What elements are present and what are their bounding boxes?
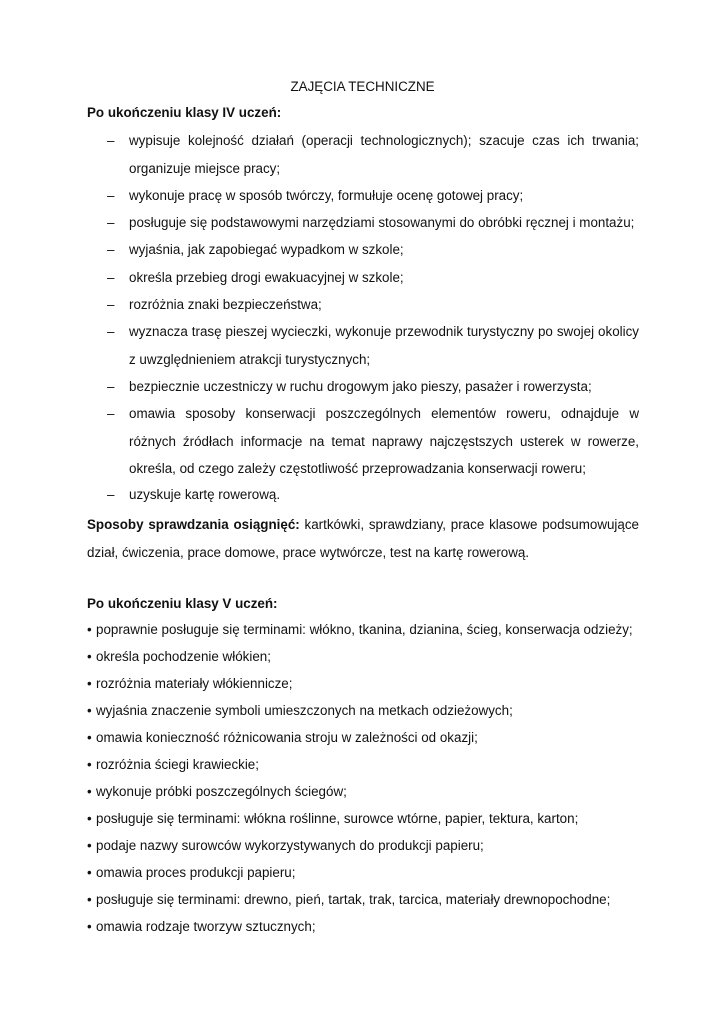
class-5-item-text: poprawnie posługuje się terminami: włókno, tkanina, dzianina, ścieg, konserwacja odzieży;: [96, 622, 633, 637]
class-5-item: [87, 646, 647, 673]
class-5-item-text: rozróżnia materiały włókiennicze;: [96, 676, 293, 691]
assessment-methods-label: Sposoby sprawdzania osiągnięć:: [87, 517, 300, 532]
bullet-marker: •: [87, 919, 92, 934]
dash-marker: –: [107, 215, 115, 230]
class-4-item-text: omawia sposoby konserwacji poszczególnych elementów roweru, odnajduje w różnych źródłach informacje na temat naprawy najczęstszych usterek w rowerze, określa, od czego zależy częstotliwość przeprowadzania konserwacji roweru;: [129, 406, 639, 476]
bullet-marker: •: [87, 838, 92, 853]
class-5-item-text: wykonuje próbki poszczególnych ściegów;: [96, 784, 347, 799]
class-5-heading: Po ukończeniu klasy V uczeń:: [87, 596, 278, 611]
class-4-item: [107, 373, 639, 401]
class-5-item: [87, 862, 647, 889]
class-4-item-text: wyznacza trasę pieszej wycieczki, wykonuje przewodnik turystyczny po swojej okolicy z uwzględnieniem atrakcji turystycznych;: [129, 324, 639, 367]
class-5-item: [87, 889, 647, 916]
assessment-methods-text: kartkówki, sprawdziany, prace klasowe podsumowujące dział, ćwiczenia, prace domowe, prace wytwórcze, test na kartę rowerową.: [87, 517, 640, 560]
dash-marker: –: [107, 242, 115, 257]
class-4-item: [107, 127, 639, 182]
bullet-marker: •: [87, 622, 92, 637]
class-4-item-text: posługuje się podstawowymi narzędziami stosowanymi do obróbki ręcznej i montażu;: [129, 215, 635, 230]
class-4-item-text: bezpiecznie uczestniczy w ruchu drogowym jako pieszy, pasażer i rowerzysta;: [129, 379, 592, 394]
class-5-item-text: omawia konieczność różnicowania stroju w zależności od okazji;: [96, 730, 478, 745]
class-4-item: [107, 264, 639, 292]
class-5-item-text: posługuje się terminami: drewno, pień, tartak, trak, tarcica, materiały drewnopochodne;: [96, 892, 611, 907]
class-5-item: [87, 808, 647, 835]
class-5-item-text: wyjaśnia znaczenie symboli umieszczonych na metkach odzieżowych;: [96, 703, 513, 718]
class-4-item: [107, 318, 639, 373]
class-5-item: [87, 781, 647, 808]
bullet-marker: •: [87, 730, 92, 745]
dash-marker: –: [107, 324, 115, 339]
class-5-list: [87, 619, 647, 943]
class-5-item-text: omawia proces produkcji papieru;: [96, 865, 296, 880]
class-4-item-text: wyjaśnia, jak zapobiegać wypadkom w szkole;: [129, 242, 404, 257]
class-5-item: [87, 619, 647, 646]
class-5-item: [87, 754, 647, 781]
class-4-heading: Po ukończeniu klasy IV uczeń:: [87, 105, 282, 120]
class-4-item-text: określa przebieg drogi ewakuacyjnej w szkole;: [129, 270, 404, 285]
class-5-item: [87, 673, 647, 700]
bullet-marker: •: [87, 811, 92, 826]
class-5-item-text: posługuje się terminami: włókna roślinne, surowce wtórne, papier, tektura, karton;: [96, 811, 579, 826]
dash-marker: –: [107, 379, 115, 394]
class-4-item: [107, 481, 639, 509]
class-4-item: [107, 182, 639, 210]
class-4-item: [107, 291, 639, 319]
bullet-marker: •: [87, 892, 92, 907]
class-4-item: [107, 236, 639, 264]
document-title: ZAJĘCIA TECHNICZNE: [290, 79, 435, 94]
class-5-item-text: rozróżnia ściegi krawieckie;: [96, 757, 259, 772]
class-5-item: [87, 916, 647, 943]
class-5-item-text: podaje nazwy surowców wykorzystywanych do produkcji papieru;: [96, 838, 484, 853]
bullet-marker: •: [87, 676, 92, 691]
class-4-item-text: wypisuje kolejność działań (operacji technologicznych); szacuje czas ich trwania; organizuje miejsce pracy;: [129, 133, 639, 176]
class-5-item: [87, 835, 647, 862]
bullet-marker: •: [87, 865, 92, 880]
bullet-marker: •: [87, 703, 92, 718]
class-5-item: [87, 727, 647, 754]
bullet-marker: •: [87, 649, 92, 664]
dash-marker: –: [107, 270, 115, 285]
dash-marker: –: [107, 188, 115, 203]
class-4-item-text: wykonuje pracę w sposób twórczy, formułuje ocenę gotowej pracy;: [129, 188, 524, 203]
class-5-item-text: określa pochodzenie włókien;: [96, 649, 271, 664]
dash-marker: –: [107, 133, 115, 148]
dash-marker: –: [107, 297, 115, 312]
class-4-item: [107, 400, 639, 483]
dash-marker: –: [107, 487, 115, 502]
bullet-marker: •: [87, 784, 92, 799]
dash-marker: –: [107, 406, 115, 421]
class-5-item-text: omawia rodzaje tworzyw sztucznych;: [96, 919, 316, 934]
class-5-item: [87, 700, 647, 727]
class-4-item-text: uzyskuje kartę rowerową.: [129, 487, 281, 502]
class-4-item: [107, 209, 639, 237]
bullet-marker: •: [87, 757, 92, 772]
class-4-item-text: rozróżnia znaki bezpieczeństwa;: [129, 297, 322, 312]
assessment-methods: [87, 511, 639, 567]
